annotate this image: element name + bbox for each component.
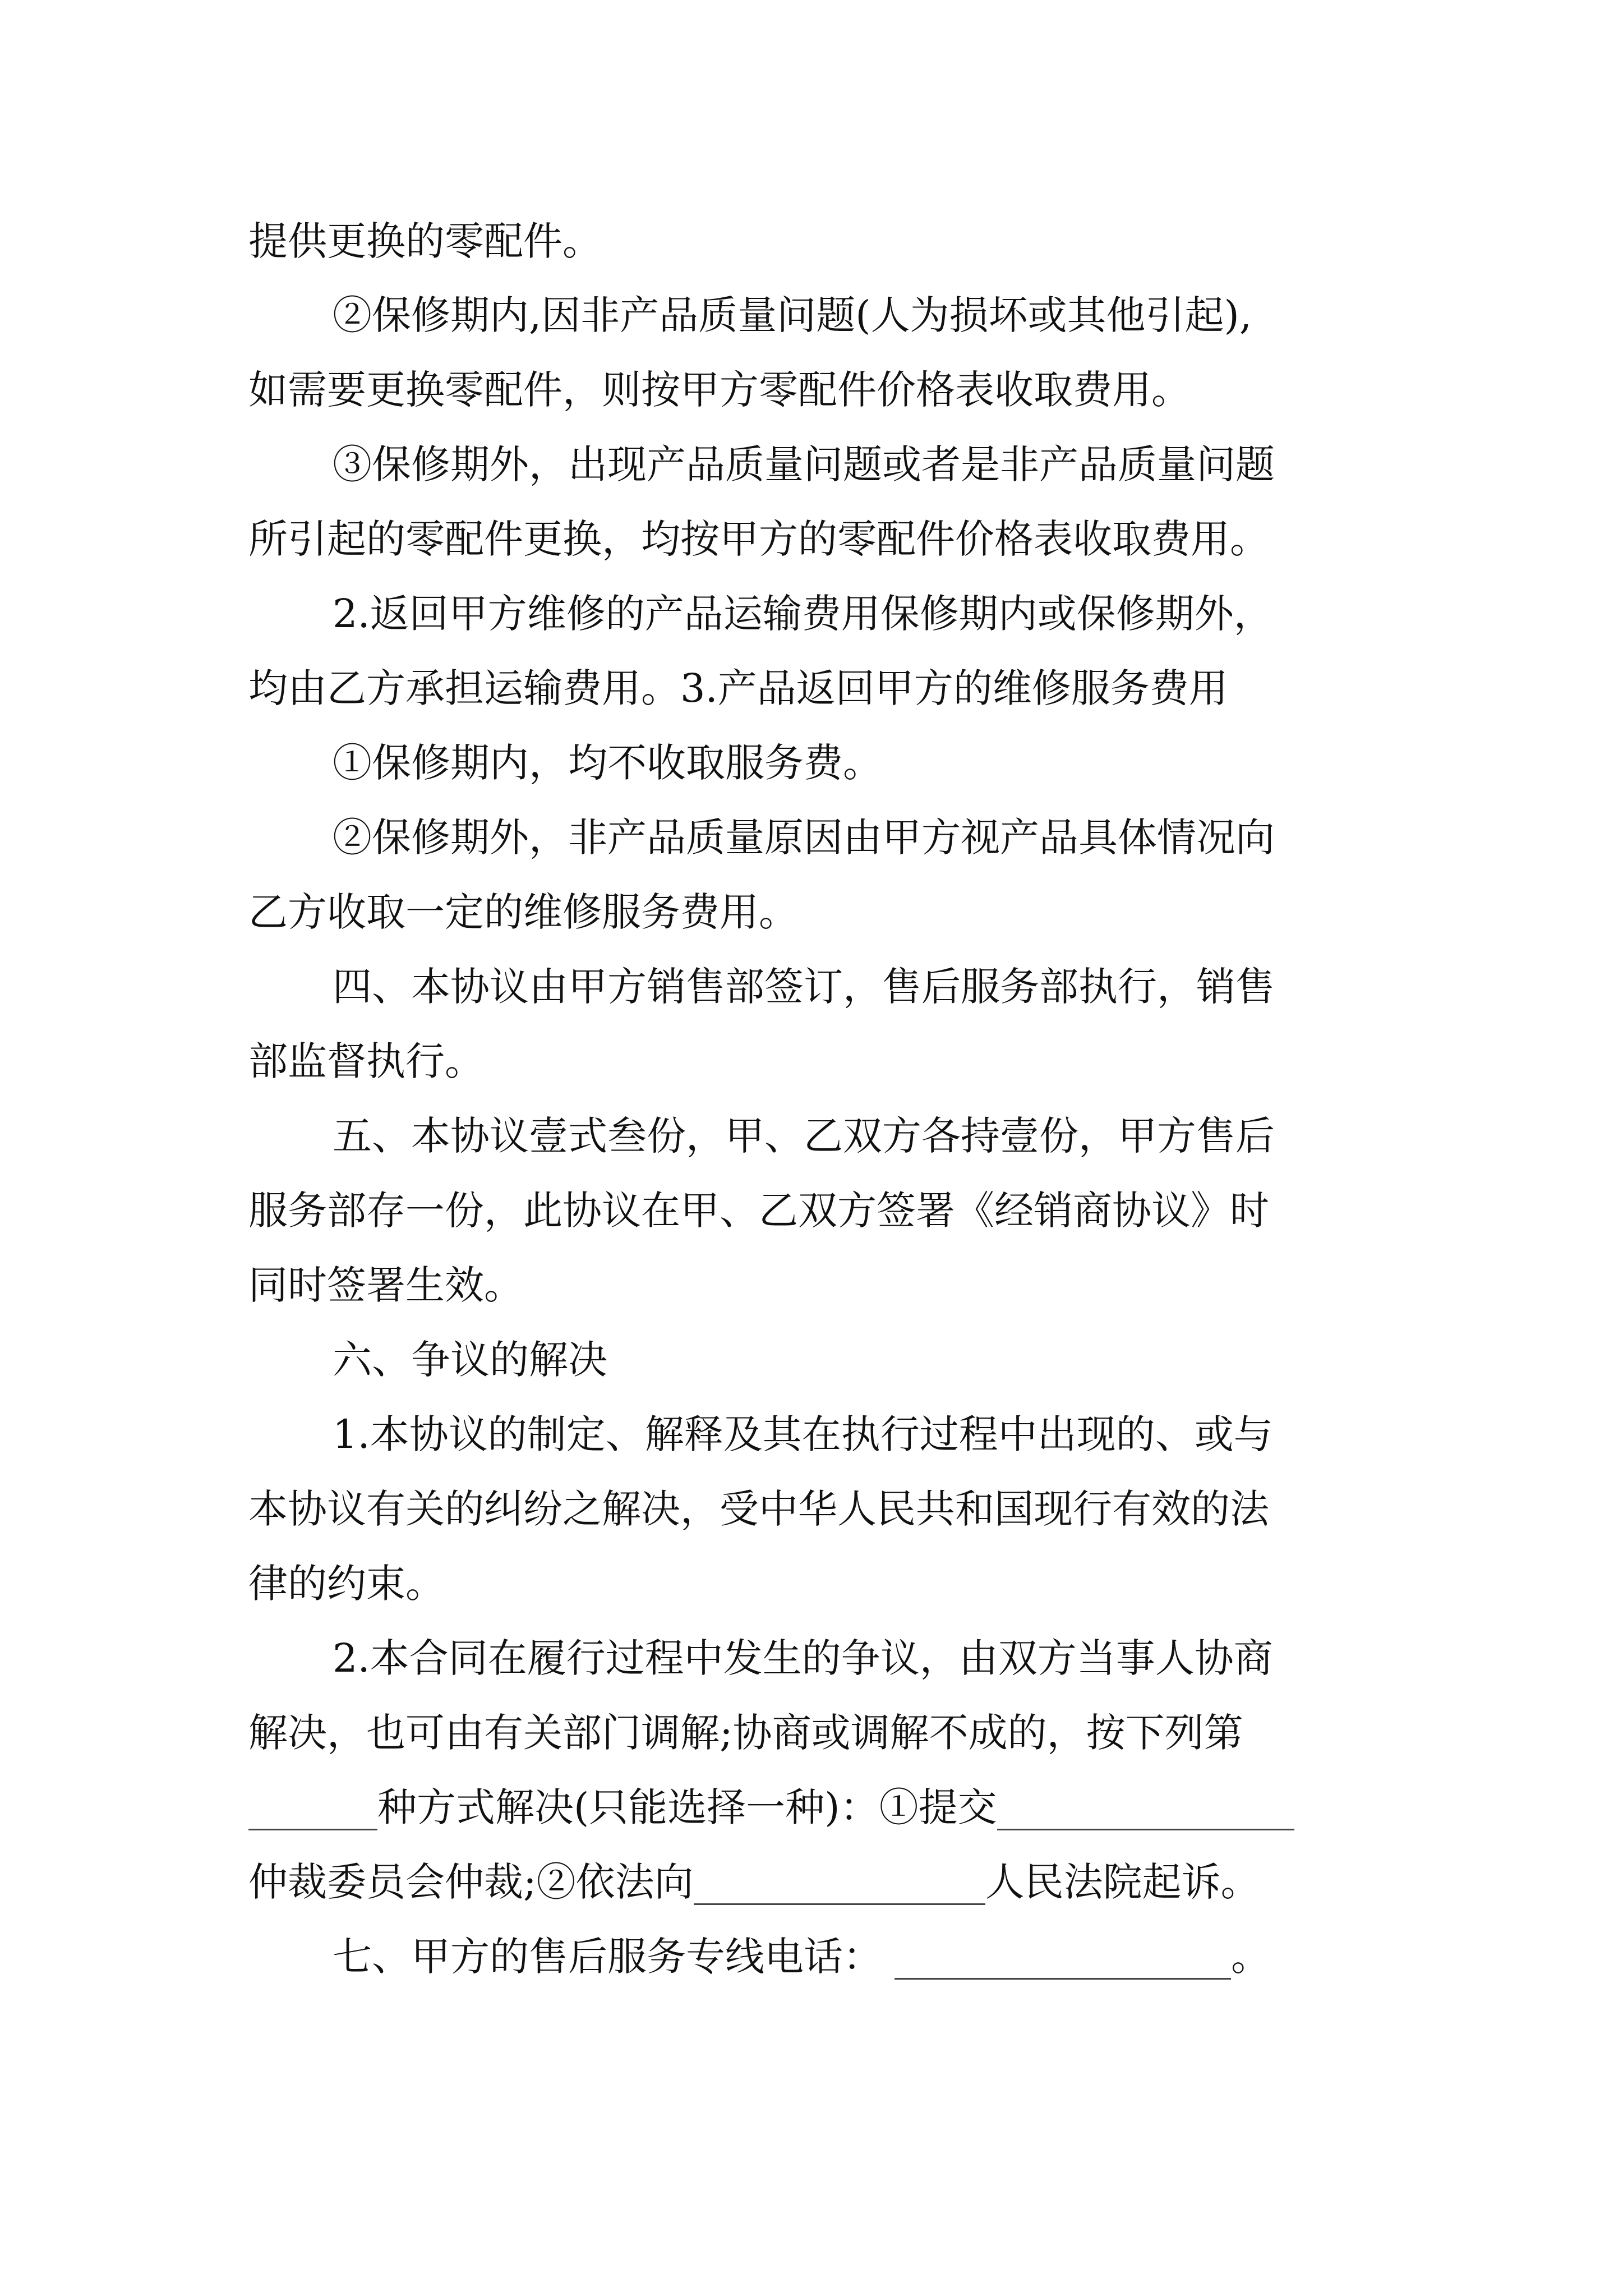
text-line-15: 同时签署生效。 <box>248 1262 523 1308</box>
text-line-10: 乙方收取一定的维修服务费用。 <box>248 889 798 935</box>
text-line-21: 解决，也可由有关部门调解;协商或调解不成的，按下列第 <box>248 1710 1243 1756</box>
text-line-6: 2.返回甲方维修的产品运输费用保修期内或保修期外， <box>333 591 1273 637</box>
text-segment: 种方式解决(只能选择一种)：①提交 <box>377 1784 997 1830</box>
text-line-8: ①保修期内，均不收取服务费。 <box>333 740 882 786</box>
text-line-18: 本协议有关的纠纷之解决，受中华人民共和国现行有效的法 <box>248 1486 1269 1532</box>
text-line-24 <box>333 1926 1270 1987</box>
text-line-20: 2.本合同在履行过程中发生的争议，由双方当事人协商 <box>333 1635 1273 1681</box>
text-line-4: ③保修期外，出现产品质量问题或者是非产品质量问题 <box>333 441 1275 487</box>
text-line-7: 均由乙方承担运输费用。3.产品返回甲方的维修服务费用 <box>248 665 1228 711</box>
text-line-22 <box>248 1777 1294 1838</box>
text-line-1: 提供更换的零配件。 <box>248 218 602 264</box>
text-line-11: 四、本协议由甲方销售部签订，售后服务部执行，销售 <box>333 964 1275 1010</box>
text-segment: 人民法院起诉。 <box>985 1859 1260 1905</box>
blank-hotline-number[interactable] <box>895 1930 1231 1980</box>
text-line-2: ②保修期内,因非产品质量问题(人为损坏或其他引起), <box>333 292 1252 338</box>
blank-court-name[interactable] <box>694 1855 985 1905</box>
text-segment: 。 <box>1231 1934 1270 1980</box>
text-segment: 仲裁委员会仲裁;②依法向 <box>248 1859 694 1905</box>
blank-choice-number[interactable] <box>248 1780 377 1830</box>
text-line-5: 所引起的零配件更换，均按甲方的零配件价格表收取费用。 <box>248 516 1269 562</box>
text-line-23 <box>248 1851 1260 1913</box>
blank-arbitration-commission[interactable] <box>997 1780 1294 1830</box>
text-line-14: 服务部存一份，此协议在甲、乙双方签署《经销商协议》时 <box>248 1188 1269 1234</box>
text-segment: 七、甲方的售后服务专线电话： <box>333 1934 882 1980</box>
text-line-19: 律的约束。 <box>248 1561 445 1607</box>
text-line-16: 六、争议的解决 <box>333 1337 607 1383</box>
text-line-3: 如需要更换零配件，则按甲方零配件价格表收取费用。 <box>248 367 1191 413</box>
text-line-13: 五、本协议壹式叁份，甲、乙双方各持壹份，甲方售后 <box>333 1113 1275 1159</box>
text-line-17: 1.本协议的制定、解释及其在执行过程中出现的、或与 <box>333 1411 1273 1457</box>
text-line-12: 部监督执行。 <box>248 1038 484 1084</box>
text-line-9: ②保修期外，非产品质量原因由甲方视产品具体情况向 <box>333 815 1275 861</box>
